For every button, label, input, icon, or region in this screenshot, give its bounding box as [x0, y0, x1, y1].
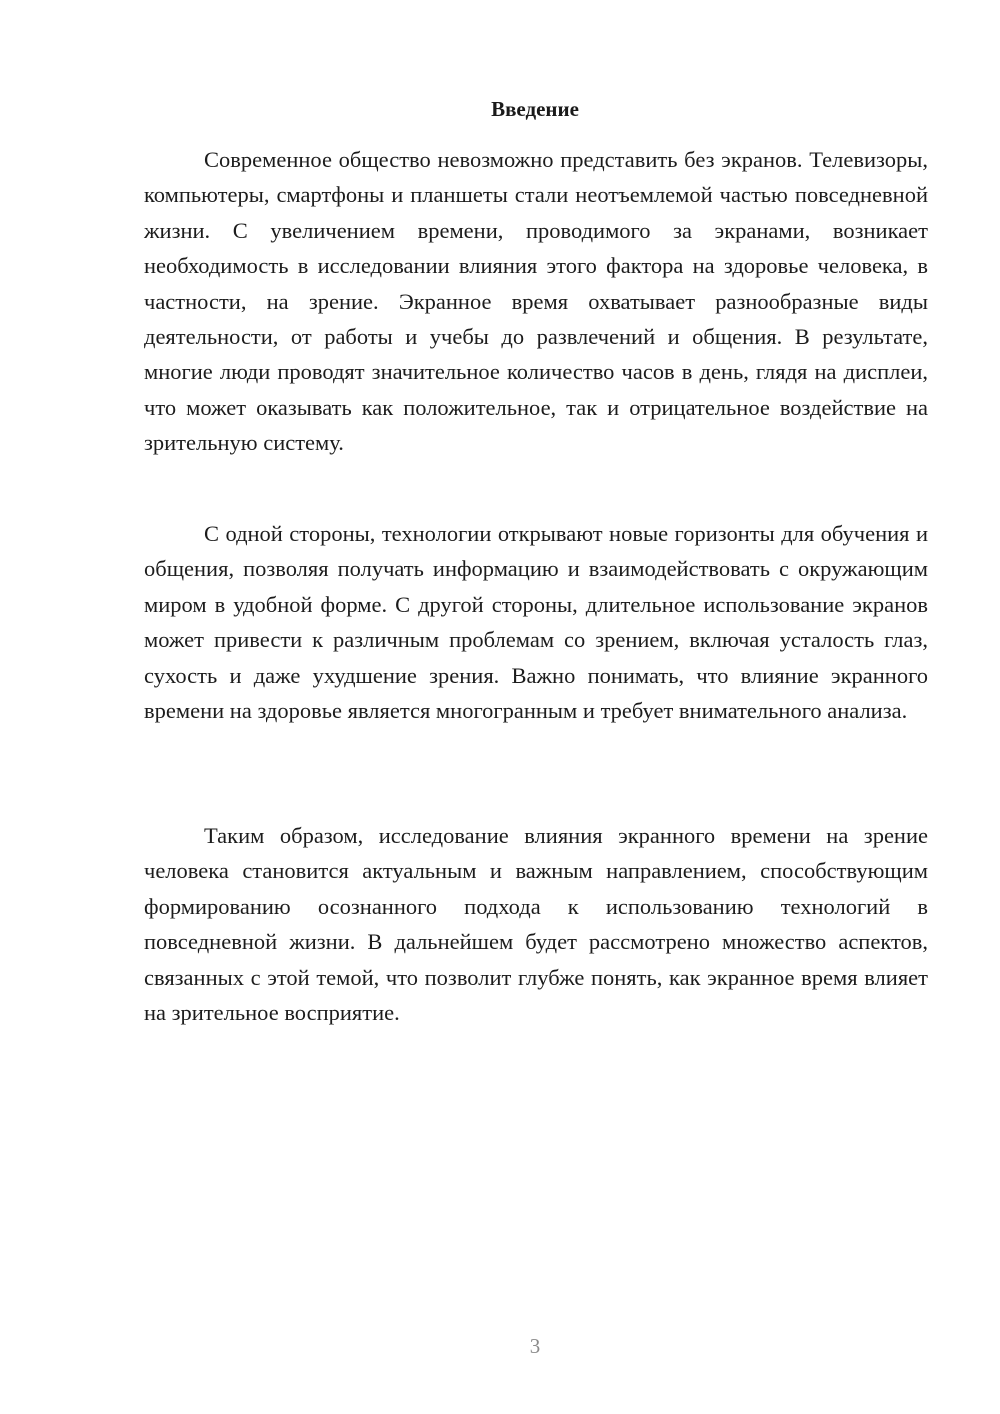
page-number: 3 — [529, 1334, 541, 1358]
paragraph-1: Современное общество невозможно представить без экранов. Телевизоры, компьютеры, смартфоны и планшеты стали неотъемлемой частью повседневной жизни. С увеличением времени, проводимого за экранами, возникает необходимость в исследовании влияния этого фактора на здоровье человека, в частности, на зрение. Экранное время охватывает разнообразные виды деятельности, от работы и учебы до развлечений и общения. В результате, многие люди проводят значительное количество часов в день, глядя на дисплеи, что может оказывать как положительное, так и отрицательное воздействие на зрительную систему. — [144, 147, 928, 456]
paragraph-2: С одной стороны, технологии открывают новые горизонты для обучения и общения, позволяя получать информацию и взаимодействовать с окружающим миром в удобной форме. С другой стороны, длительное использование экранов может привести к различным проблемам со зрением, включая усталость глаз, сухость и даже ухудшение зрения. Важно понимать, что влияние экранного времени на здоровье является многогранным и требует внимательного анализа. — [144, 521, 928, 724]
section-heading: Введение — [491, 97, 579, 121]
paragraph-3: Таким образом, исследование влияния экранного времени на зрение человека становится актуальным и важным направлением, способствующим формированию осознанного подхода к использованию технологий в повседневной жизни. В дальнейшем будет рассмотрено множество аспектов, связанных с этой темой, что позволит глубже понять, как экранное время влияет на зрительное восприятие. — [144, 823, 928, 1026]
